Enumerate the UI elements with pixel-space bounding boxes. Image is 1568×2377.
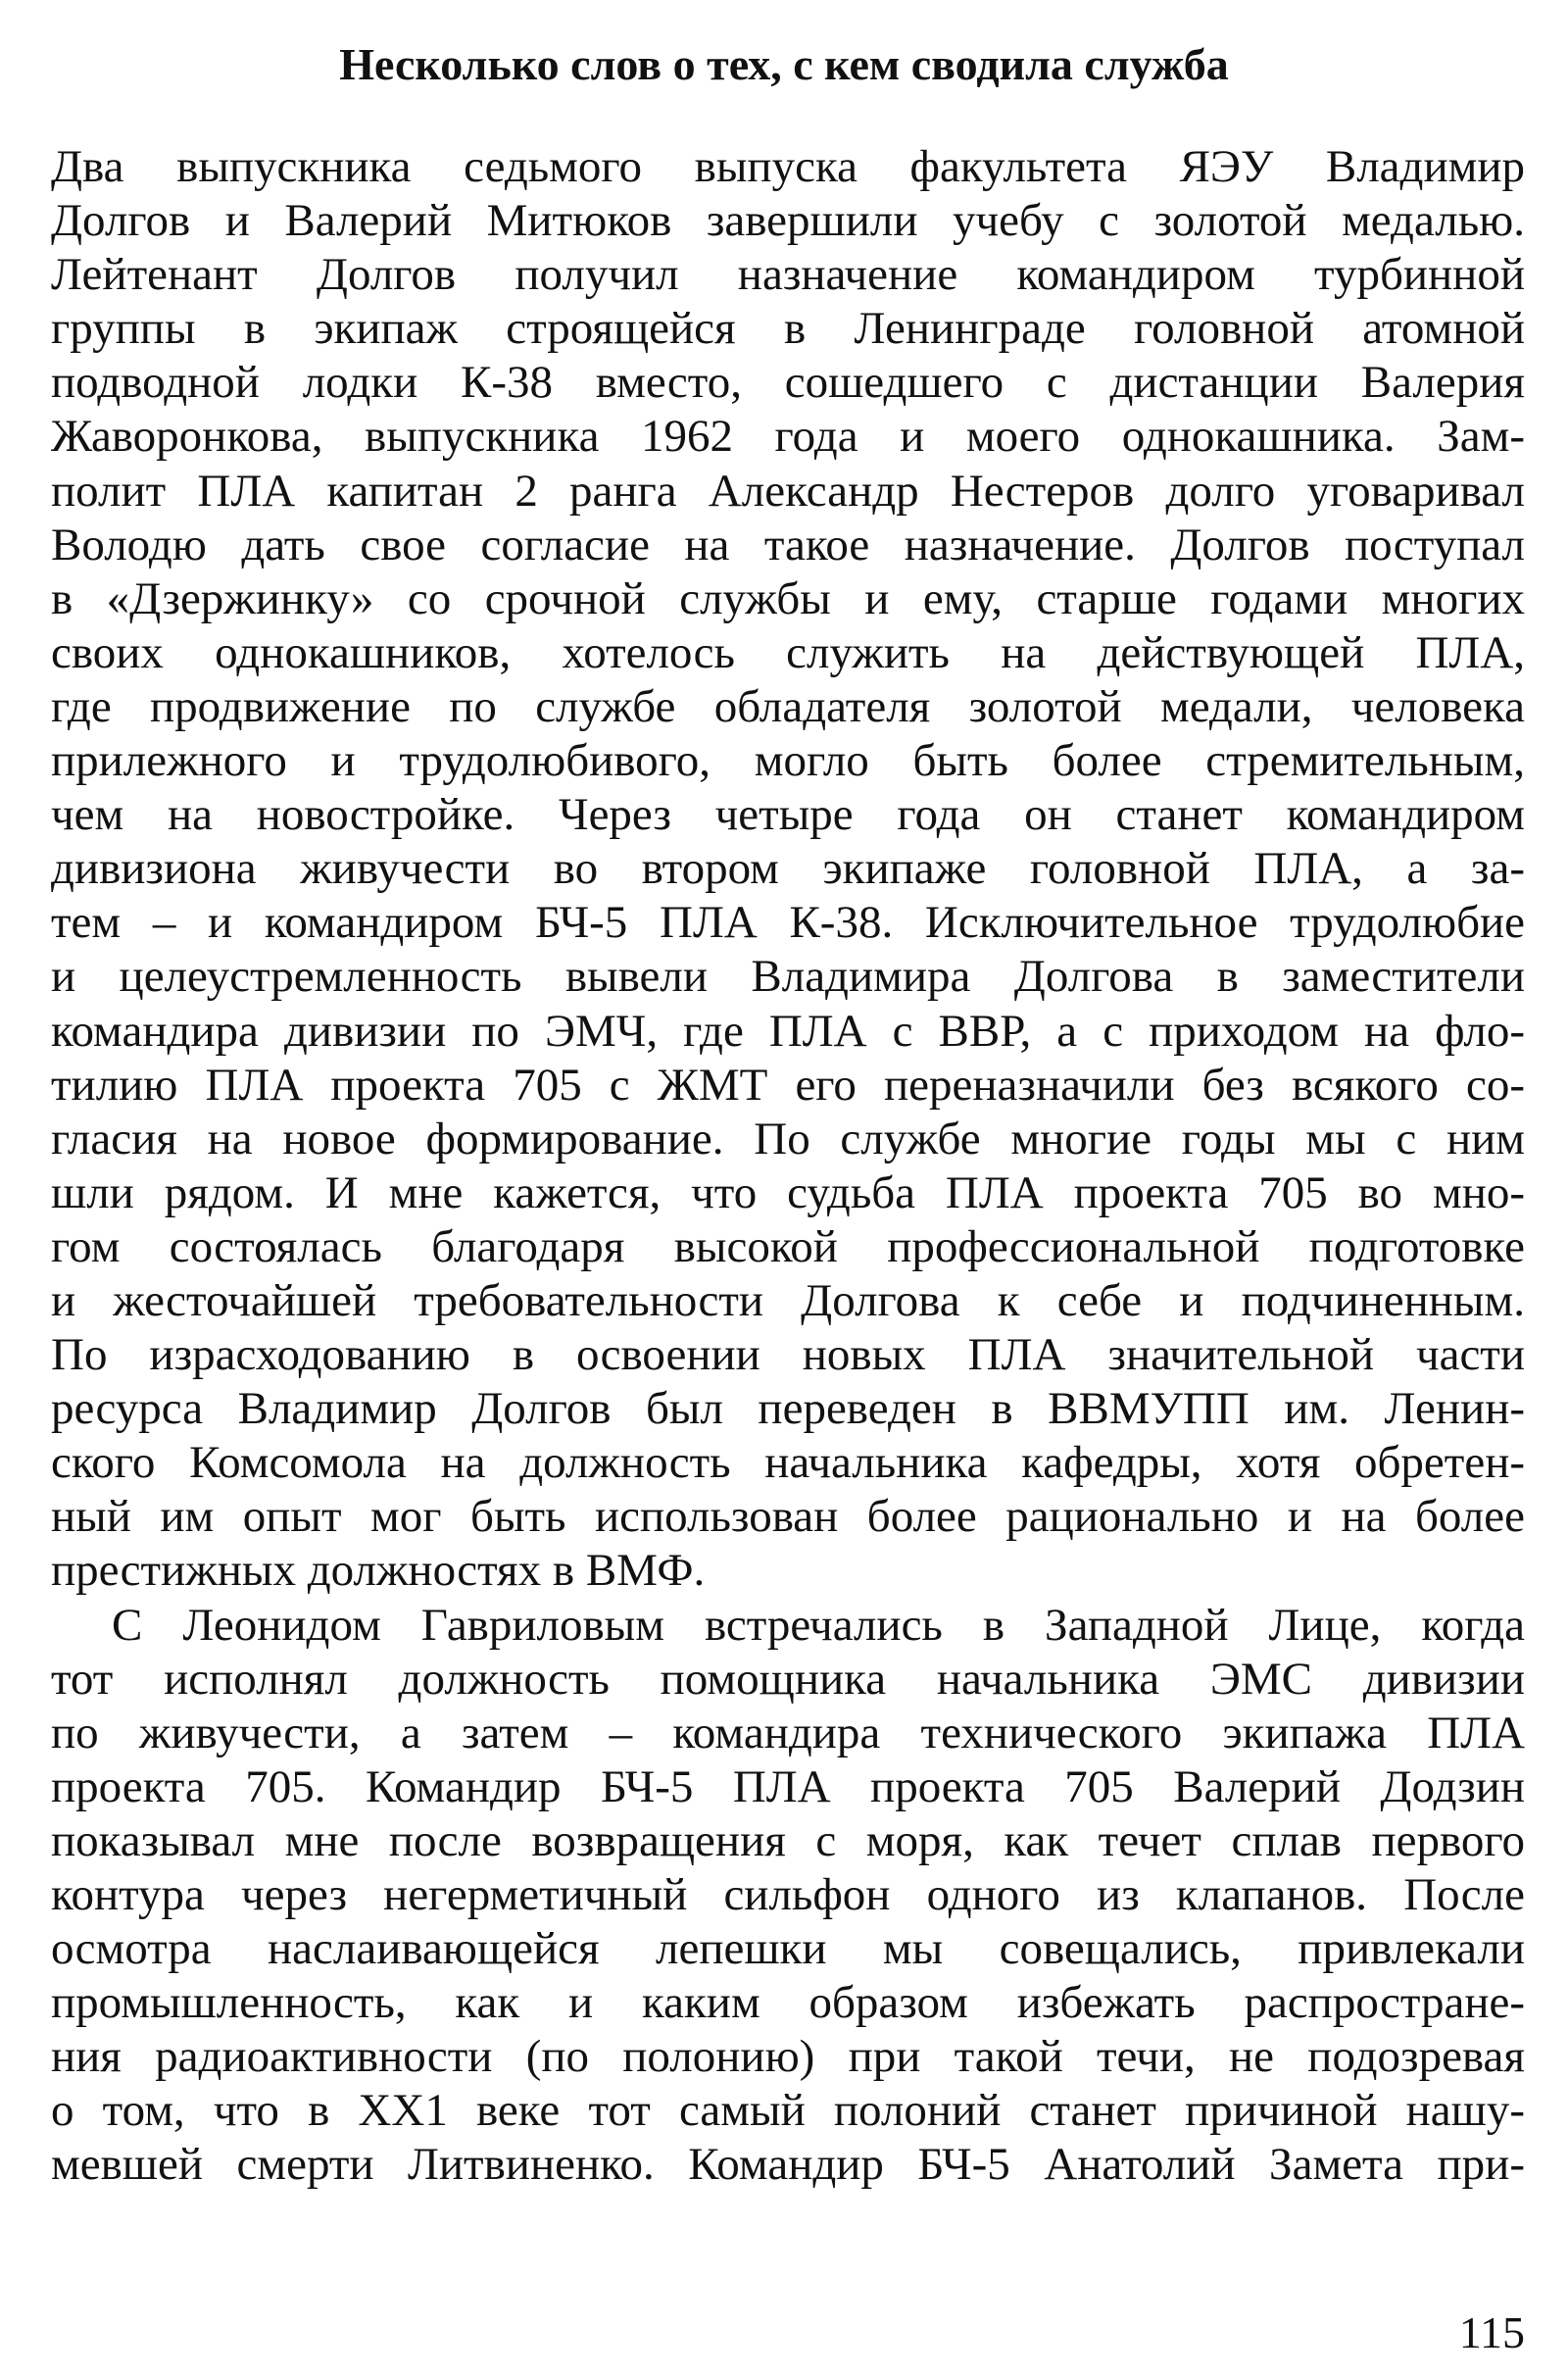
text-line: чем на новостройке. Через четыре года он станет командиром (51, 789, 1525, 841)
text-line: контура через негерметичный сильфон одного из клапанов. После (51, 1869, 1525, 1920)
text-line: подводной лодки К-38 вместо, сошедшего с дистанции Валерия (51, 357, 1525, 409)
text-line: ния радиоактивности (по полонию) при такой течи, не подозревая (51, 2031, 1525, 2083)
text-line: шли рядом. И мне кажется, что судьба ПЛА проекта 705 во мно- (51, 1166, 1525, 1218)
body-text (51, 140, 1525, 2193)
text-line: о том, что в XX1 веке тот самый полоний станет причиной нашу- (51, 2085, 1525, 2137)
text-line: где продвижение по службе обладателя золотой медали, человека (51, 680, 1525, 732)
text-line: гом состоялась благодаря высокой профессиональной подготовке (51, 1220, 1525, 1272)
text-line: и целеустремленность вывели Владимира Долгова в заместители (51, 951, 1525, 1003)
text-line: ный им опыт мог быть использован более рационально и на более (51, 1491, 1525, 1543)
text-line: дивизиона живучести во втором экипаже головной ПЛА, а за- (51, 843, 1525, 895)
text-line: прилежного и трудолюбивого, могло быть более стремительным, (51, 735, 1525, 787)
page-number: 115 (1458, 2307, 1525, 2357)
text-line: Два выпускника седьмого выпуска факультета ЯЭУ Владимир (51, 141, 1525, 192)
text-line: в «Дзержинку» со срочной службы и ему, старше годами многих (51, 572, 1525, 624)
text-line: мевшей смерти Литвиненко. Командир БЧ-5 Анатолий Замета при- (51, 2139, 1525, 2191)
text-line: ресурса Владимир Долгов был переведен в ВВМУПП им. Ленин- (51, 1383, 1525, 1435)
text-line: показывал мне после возвращения с моря, как течет сплав первого (51, 1814, 1525, 1866)
text-line: группы в экипаж строящейся в Ленинграде головной атомной (51, 303, 1525, 355)
text-line: и жесточайшей требовательности Долгова к себе и подчиненным. (51, 1274, 1525, 1326)
text-line: Долгов и Валерий Митюков завершили учебу с золотой медалью. (51, 195, 1525, 247)
text-line: Лейтенант Долгов получил назначение командиром турбинной (51, 249, 1525, 301)
text-line: командира дивизии по ЭМЧ, где ПЛА с ВВР, а с приходом на фло- (51, 1005, 1525, 1057)
text-line: промышленность, как и каким образом избежать распростране- (51, 1977, 1525, 2029)
text-line: ского Комсомола на должность начальника кафедры, хотя обретен- (51, 1437, 1525, 1489)
text-line: проекта 705. Командир БЧ-5 ПЛА проекта 705 Валерий Додзин (51, 1760, 1525, 1812)
paragraph-end-line: престижных должностях в ВМФ. (51, 1545, 706, 1597)
chapter-title: Несколько слов о тех, с кем сводила служба (339, 39, 1229, 89)
text-line: своих однокашников, хотелось служить на действующей ПЛА, (51, 626, 1525, 678)
text-line: тот исполнял должность помощника начальника ЭМС дивизии (51, 1653, 1525, 1705)
text-line: по живучести, а затем – командира технического экипажа ПЛА (51, 1707, 1525, 1758)
text-line: полит ПЛА капитан 2 ранга Александр Нестеров долго уговаривал (51, 465, 1525, 517)
text-line: По израсходованию в освоении новых ПЛА значительной части (51, 1329, 1525, 1381)
text-line: гласия на новое формирование. По службе многие годы мы с ним (51, 1113, 1525, 1164)
text-line: осмотра наслаивающейся лепешки мы совещались, привлекали (51, 1923, 1525, 1975)
text-line: Володю дать свое согласие на такое назначение. Долгов поступал (51, 519, 1525, 570)
paragraph-start-line: С Леонидом Гавриловым встречались в Западной Лице, когда (112, 1599, 1525, 1651)
text-line: тилию ПЛА проекта 705 с ЖМТ его переназначили без всякого со- (51, 1059, 1525, 1111)
text-line: Жаворонкова, выпускника 1962 года и моего однокашника. Зам- (51, 411, 1525, 463)
text-line: тем – и командиром БЧ-5 ПЛА К-38. Исключительное трудолюбие (51, 897, 1525, 949)
